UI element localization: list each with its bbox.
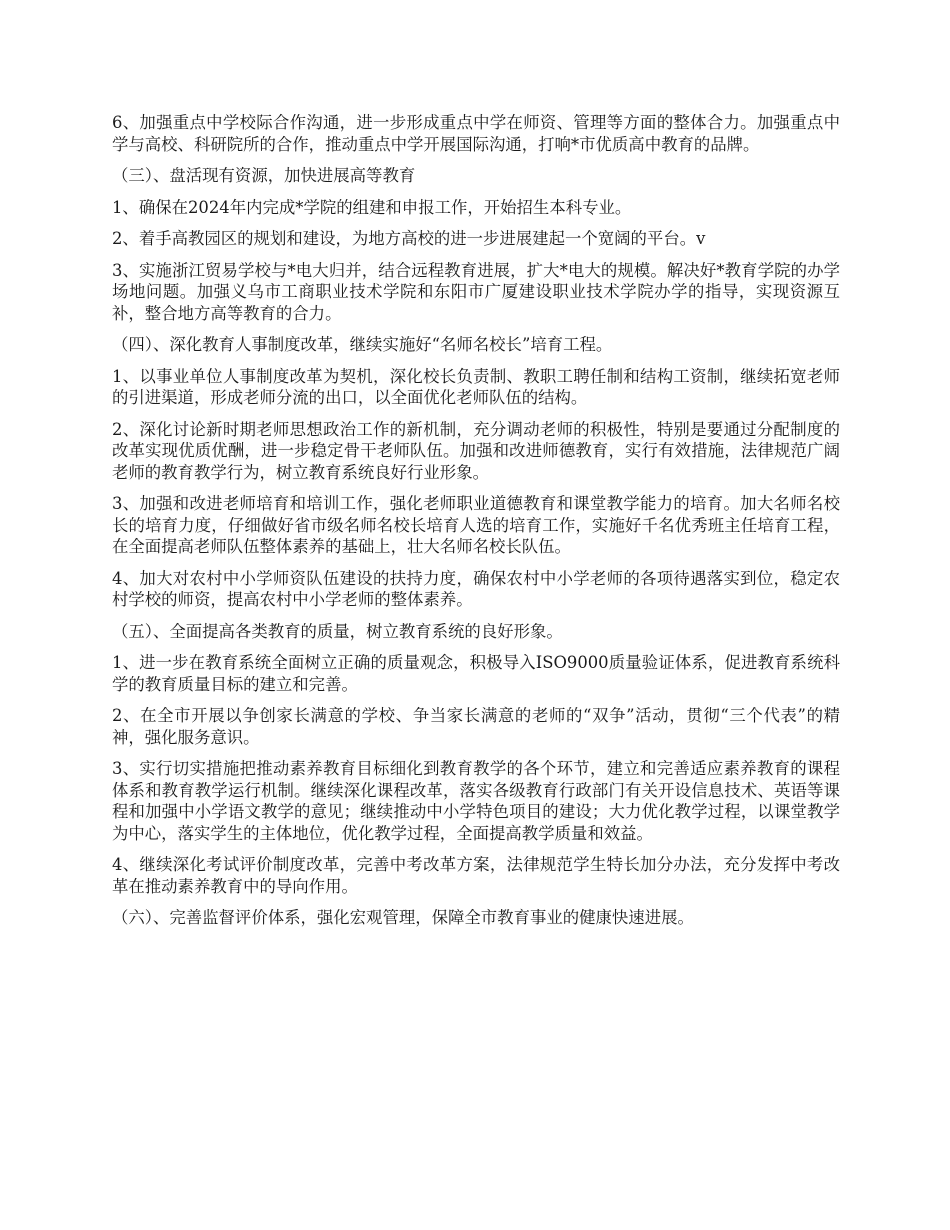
paragraph-item-3: 3、实施浙江贸易学校与*电大归并，结合远程教育进展，扩大*电大的规模。解决好*教育学院的办学场地问题。加强义乌市工商职业技术学院和东阳市广厦建设职业技术学院办学的指导，实现资源互补，整合地方高等教育的合力。 (112, 260, 840, 323)
paragraph-item-2: 2、深化讨论新时期老师思想政治工作的新机制，充分调动老师的积极性，特别是要通过分配制度的改革实现优质优酬，进一步稳定骨干老师队伍。加强和改进师德教育，实行有效措施，法律规范广阔老师的教育教学行为，树立教育系统良好行业形象。 (112, 419, 840, 482)
paragraph-item-3: 3、实行切实措施把推动素养教育目标细化到教育教学的各个环节，建立和完善适应素养教育的课程体系和教育教学运行机制。继续深化课程改革，落实各级教育行政部门有关开设信息技术、英语等课程和加强中小学语文教学的意见；继续推动中小学特色项目的建设；大力优化教学过程，以课堂教学为中心，落实学生的主体地位，优化教学过程，全面提高教学质量和效益。 (112, 759, 840, 843)
section-heading-3: （三）、盘活现有资源，加快进展高等教育 (112, 166, 416, 185)
document-body (112, 112, 840, 939)
paragraph-item-1: 1、确保在2024年内完成*学院的组建和申报工作，开始招生本科专业。 (112, 197, 632, 217)
paragraph-item-4: 4、继续深化考试评价制度改革，完善中考改革方案，法律规范学生特长加分办法，充分发挥中考改革在推动素养教育中的导向作用。 (112, 855, 840, 896)
section-heading-5: （五）、全面提高各类教育的质量，树立教育系统的良好形象。 (112, 621, 563, 641)
paragraph-item-3: 3、加强和改进老师培育和培训工作，强化老师职业道德教育和课堂教学能力的培育。加大名师名校长的培育力度，仔细做好省市级名师名校长培育人选的培育工作，实施好千名优秀班主任培育工程，在全面提高老师队伍整体素养的基础上，壮大名师名校长队伍。 (112, 494, 840, 556)
paragraph-item-6: 6、加强重点中学校际合作沟通，进一步形成重点中学在师资、管理等方面的整体合力。加强重点中学与高校、科研院所的合作，推动重点中学开展国际沟通，打响*市优质高中教育的品牌。 (112, 113, 840, 154)
section-heading-6: （六）、完善监督评价体系，强化宏观管理，保障全市教育事业的健康快速进展。 (112, 908, 694, 927)
paragraph-item-1: 1、以事业单位人事制度改革为契机，深化校长负责制、教职工聘任制和结构工资制，继续拓宽老师的引进渠道，形成老师分流的出口，以全面优化老师队伍的结构。 (112, 366, 840, 407)
paragraph-item-2: 2、在全市开展以争创家长满意的学校、争当家长满意的老师的“双争”活动，贯彻“三个代表”的精神，强化服务意识。 (112, 706, 840, 747)
paragraph-item-4: 4、加大对农村中小学师资队伍建设的扶持力度，确保农村中小学老师的各项待遇落实到位，稳定农村学校的师资，提高农村中小学老师的整体素养。 (112, 568, 840, 609)
paragraph-item-1: 1、进一步在教育系统全面树立正确的质量观念，积极导入ISO9000质量验证体系，促进教育系统科学的教育质量目标的建立和完善。 (112, 653, 840, 694)
paragraph-item-2: 2、着手高教园区的规划和建设，为地方高校的进一步进展建起一个宽阔的平台。v (112, 229, 706, 248)
section-heading-4: （四）、深化教育人事制度改革，继续实施好“名师名校长”培育工程。 (112, 335, 613, 354)
